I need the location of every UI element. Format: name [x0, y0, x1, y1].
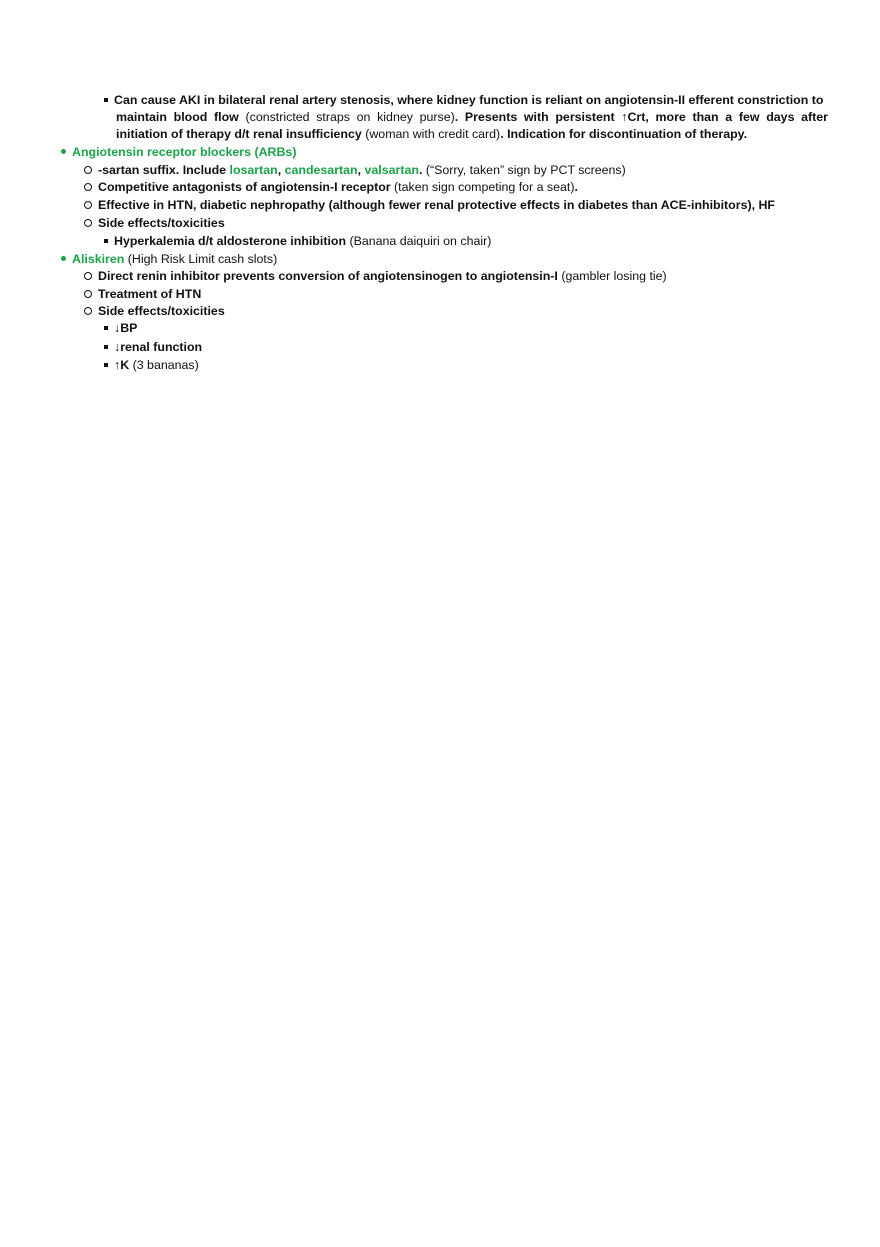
- aliskiren-increased-k: ↑K: [114, 358, 130, 372]
- separator: ,: [357, 163, 365, 177]
- aliskiren-item-treatment: [84, 286, 201, 303]
- drug-candesartan: candesartan: [284, 163, 358, 177]
- aliskiren-mnemonic-tie: (gambler losing tie): [557, 269, 667, 283]
- aliskiren-sub-renal: [104, 339, 202, 356]
- separator: ,: [277, 163, 285, 177]
- aki-bullet-line1: [104, 92, 823, 109]
- aki-bullet-line2: [116, 109, 828, 126]
- aki-discontinuation-text: . Indication for discontinuation of therapy.: [500, 127, 748, 141]
- circle-bullet-icon: [84, 307, 92, 315]
- aki-bullet-line3: [116, 126, 747, 143]
- aliskiren-side-effects-heading: Side effects/toxicities: [98, 304, 225, 318]
- aki-maintain-blood-flow: maintain blood flow: [116, 110, 239, 124]
- aki-presents-crt: . Presents with persistent ↑Crt, more than a few days after: [454, 110, 829, 124]
- aki-initiation-text: initiation of therapy d/t renal insufficiency: [116, 127, 362, 141]
- arbs-mnemonic-sorry-taken: (“Sorry, taken” sign by PCT screens): [422, 163, 626, 177]
- arbs-item-antagonists: [84, 179, 578, 196]
- arbs-item-side-effects: [84, 215, 225, 232]
- arbs-mnemonic-banana-daiquiri: (Banana daiquiri on chair): [346, 234, 492, 248]
- square-bullet-icon: [104, 363, 108, 367]
- square-bullet-icon: [104, 239, 108, 243]
- circle-bullet-icon: [84, 290, 92, 298]
- aliskiren-item-side-effects: [84, 303, 225, 320]
- period: .: [574, 180, 578, 194]
- aliskiren-decreased-renal-function: ↓renal function: [114, 340, 203, 354]
- aki-mnemonic-credit-card: (woman with credit card): [361, 127, 501, 141]
- arbs-sartan-suffix: -sartan suffix. Include: [98, 163, 230, 177]
- green-bullet-icon: [61, 256, 66, 261]
- period: .: [418, 163, 423, 177]
- square-bullet-icon: [104, 345, 108, 349]
- drug-losartan: losartan: [229, 163, 278, 177]
- aliskiren-decreased-bp: ↓BP: [114, 321, 138, 335]
- aliskiren-mnemonic-slots: (High Risk Limit cash slots): [124, 252, 278, 266]
- arbs-heading: [61, 144, 296, 161]
- aliskiren-sub-potassium: [104, 357, 199, 374]
- green-bullet-icon: [61, 149, 66, 154]
- aliskiren-treatment: Treatment of HTN: [98, 287, 202, 301]
- circle-bullet-icon: [84, 219, 92, 227]
- arbs-mnemonic-taken-seat: (taken sign competing for a seat): [390, 180, 575, 194]
- aliskiren-heading-text: Aliskiren: [72, 252, 125, 266]
- aki-text-line1: Can cause AKI in bilateral renal artery stenosis, where kidney function is reliant on angiotensin-II efferent constriction to: [114, 93, 824, 107]
- arbs-heading-text: Angiotensin receptor blockers (ARBs): [72, 145, 297, 159]
- aliskiren-item-mechanism: [84, 268, 667, 285]
- square-bullet-icon: [104, 326, 108, 330]
- arbs-competitive-antagonists: Competitive antagonists of angiotensin-I receptor: [98, 180, 391, 194]
- arbs-side-effects-heading: Side effects/toxicities: [98, 216, 225, 230]
- aliskiren-mechanism: Direct renin inhibitor prevents conversion of angiotensinogen to angiotensin-I: [98, 269, 558, 283]
- aliskiren-heading: [61, 251, 277, 268]
- aliskiren-sub-bp: [104, 320, 137, 337]
- circle-bullet-icon: [84, 166, 92, 174]
- aliskiren-mnemonic-bananas: (3 bananas): [129, 358, 199, 372]
- arbs-item-sartan: [84, 162, 626, 179]
- aki-mnemonic-purse: (constricted straps on kidney purse): [238, 110, 455, 124]
- circle-bullet-icon: [84, 201, 92, 209]
- circle-bullet-icon: [84, 183, 92, 191]
- arbs-item-effective: [84, 197, 775, 214]
- arbs-sub-hyperkalemia: [104, 233, 491, 250]
- arbs-indications: Effective in HTN, diabetic nephropathy (although fewer renal protective effects in diabetes than ACE-inhibitors), HF: [98, 198, 775, 212]
- circle-bullet-icon: [84, 272, 92, 280]
- drug-valsartan: valsartan: [364, 163, 419, 177]
- square-bullet-icon: [104, 98, 108, 102]
- arbs-hyperkalemia: Hyperkalemia d/t aldosterone inhibition: [114, 234, 347, 248]
